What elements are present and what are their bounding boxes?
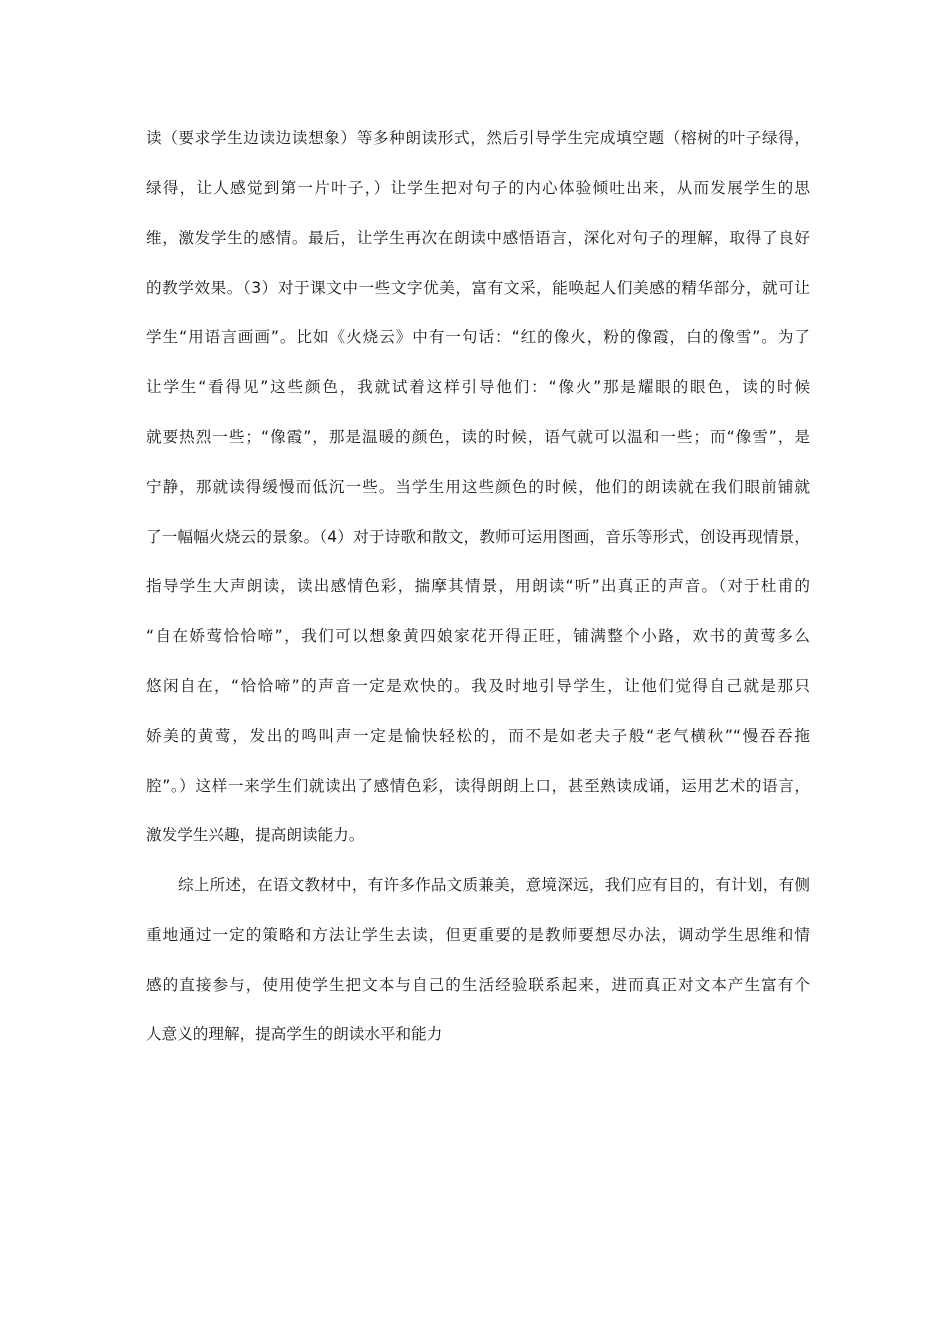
text-line: 娇美的黄莺，发出的鸣叫声一定是愉快轻松的，而不是如老夫子般“老气横秋”“慢吞吞拖 [146, 727, 810, 745]
text-line: 读（要求学生边读边读想象）等多种朗读形式，然后引导学生完成填空题（榕树的叶子绿得， [146, 129, 810, 147]
text-line: 腔”。）这样一来学生们就读出了感情色彩，读得朗朗上口，甚至熟读成诵，运用艺术的语言， [146, 777, 810, 795]
text-line: 重地通过一定的策略和方法让学生去读，但更重要的是教师要想尽办法，调动学生思维和情 [146, 926, 810, 944]
text-line: 绿得，让人感觉到第一片叶子，）让学生把对句子的内心体验倾吐出来，从而发展学生的思 [146, 179, 810, 197]
text-line: 让学生“看得见”这些颜色，我就试着这样引导他们：“像火”那是耀眼的眼色，读的时候 [146, 378, 810, 396]
text-line: 维，激发学生的感情。最后，让学生再次在朗读中感悟语言，深化对句子的理解，取得了良好 [146, 229, 810, 247]
text-line: 人意义的理解，提高学生的朗读水平和能力 [146, 1025, 443, 1043]
text-line: 宁静，那就读得缓慢而低沉一些。当学生用这些颜色的时候，他们的朗读就在我们眼前铺就 [146, 478, 810, 496]
paragraph-indent-line: 综上所述，在语文教材中，有许多作品文质兼美，意境深远，我们应有目的，有计划，有侧 [178, 876, 810, 894]
text-line: 了一幅幅火烧云的景象。（4）对于诗歌和散文，教师可运用图画，音乐等形式，创设再现情景， [146, 528, 810, 546]
text-line: 学生“用语言画画”。比如《火烧云》中有一句话：“红的像火，粉的像霞，白的像雪”。为了 [146, 328, 810, 346]
text-line: 就要热烈一些；“像霞”，那是温暖的颜色，读的时候，语气就可以温和一些；而“像雪”，是 [146, 428, 810, 446]
text-line: 激发学生兴趣，提高朗读能力。 [146, 826, 365, 844]
text-line: 悠闲自在，“恰恰啼”的声音一定是欢快的。我及时地引导学生，让他们觉得自己就是那只 [146, 677, 810, 695]
text-line: 感的直接参与，使用使学生把文本与自己的生活经验联系起来，进而真正对文本产生富有个 [146, 976, 810, 994]
text-line: “自在娇莺恰恰啼”，我们可以想象黄四娘家花开得正旺，铺满整个小路，欢书的黄莺多么 [146, 627, 810, 645]
text-line: 的教学效果。（3）对于课文中一些文字优美，富有文采，能唤起人们美感的精华部分，就可让 [146, 279, 810, 297]
text-line: 指导学生大声朗读，读出感情色彩，揣摩其情景，用朗读“听”出真正的声音。（对于杜甫的 [146, 577, 810, 595]
